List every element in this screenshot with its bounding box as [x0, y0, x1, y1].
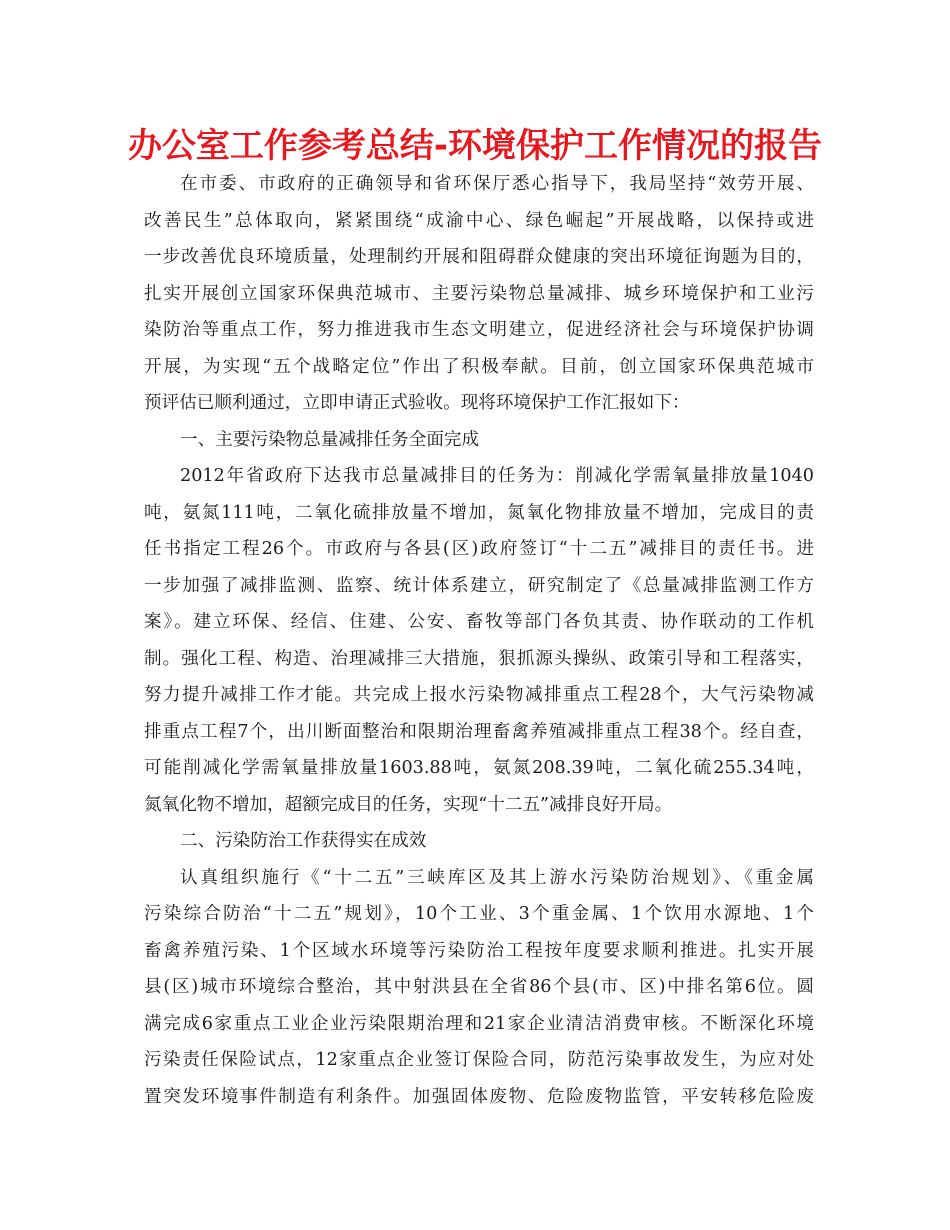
document-title: 办公室工作参考总结-环境保护工作情况的报告	[127, 126, 823, 166]
document-line: 县(区)城市环境综合整治，其中射洪县在全省86个县(市、区)中排名第6位。圆	[144, 977, 814, 997]
document-line: 一步改善优良环境质量，处理制约开展和阻碍群众健康的突出环境征询题为目的，	[144, 247, 814, 267]
document-line: 二、污染防治工作获得实在成效	[180, 831, 427, 851]
document-line: 2012年省政府下达我市总量减排目的任务为：削减化学需氧量排放量1040	[180, 466, 814, 486]
document-line: 预评估已顺利通过，立即申请正式验收。现将环境保护工作汇报如下：	[144, 393, 690, 413]
document-line: 污染责任保险试点，12家重点企业签订保险合同，防范污染事故发生，为应对处	[144, 1050, 814, 1070]
document-line: 畜禽养殖污染、1个区域水环境等污染防治工程按年度要求顺利推进。扎实开展	[144, 940, 814, 961]
document-line: 一、主要污染物总量减排任务全面完成	[180, 429, 480, 450]
document-line: 排重点工程7个，出川断面整治和限期治理畜禽养殖减排重点工程38个。经自查，	[144, 721, 814, 742]
document-line: 在市委、市政府的正确领导和省环保厅悉心指导下，我局坚持“效劳开展、	[180, 174, 814, 194]
document-line: 开展，为实现“五个战略定位”作出了积极奉献。目前，创立国家环保典范城市	[144, 356, 814, 377]
document-line: 氮氧化物不增加，超额完成目的任务，实现“十二五”减排良好开局。	[144, 794, 673, 815]
document-body	[144, 166, 814, 1115]
document-line: 一步加强了减排监测、监察、统计体系建立，研究制定了《总量减排监测工作方	[144, 575, 814, 596]
document-line: 染防治等重点工作，努力推进我市生态文明建立，促进经济社会与环境保护协调	[144, 320, 814, 340]
document-line: 满完成6家重点工业企业污染限期治理和21家企业清洁消费审核。不断深化环境	[144, 1013, 814, 1034]
document-line: 污染综合防治“十二五”规划》，10个工业、3个重金属、1个饮用水源地、1个	[144, 904, 814, 924]
document-line: 努力提升减排工作才能。共完成上报水污染物减排重点工程28个，大气污染物减	[144, 685, 814, 705]
document-line: 案》。建立环保、经信、住建、公安、畜牧等部门各负其责、协作联动的工作机	[144, 612, 814, 632]
document-line: 扎实开展创立国家环保典范城市、主要污染物总量减排、城乡环境保护和工业污	[144, 283, 814, 304]
document-line: 任书指定工程26个。市政府与各县(区)政府签订“十二五”减排目的责任书。进	[144, 539, 814, 559]
document-line: 制。强化工程、构造、治理减排三大措施，狠抓源头操纵、政策引导和工程落实，	[144, 648, 814, 669]
document-line: 改善民生”总体取向，紧紧围绕“成渝中心、绿色崛起”开展战略，以保持或进	[144, 210, 814, 231]
document-line: 吨，氨氮111吨，二氧化硫排放量不增加，氮氧化物排放量不增加，完成目的责	[144, 502, 814, 523]
document-line: 认真组织施行《“十二五”三峡库区及其上游水污染防治规划》、《重金属	[180, 867, 814, 888]
document-line: 可能削减化学需氧量排放量1603.88吨，氨氮208.39吨，二氧化硫255.34吨，	[144, 758, 814, 778]
document-line: 置突发环境事件制造有利条件。加强固体废物、危险废物监管，平安转移危险废	[144, 1086, 814, 1107]
